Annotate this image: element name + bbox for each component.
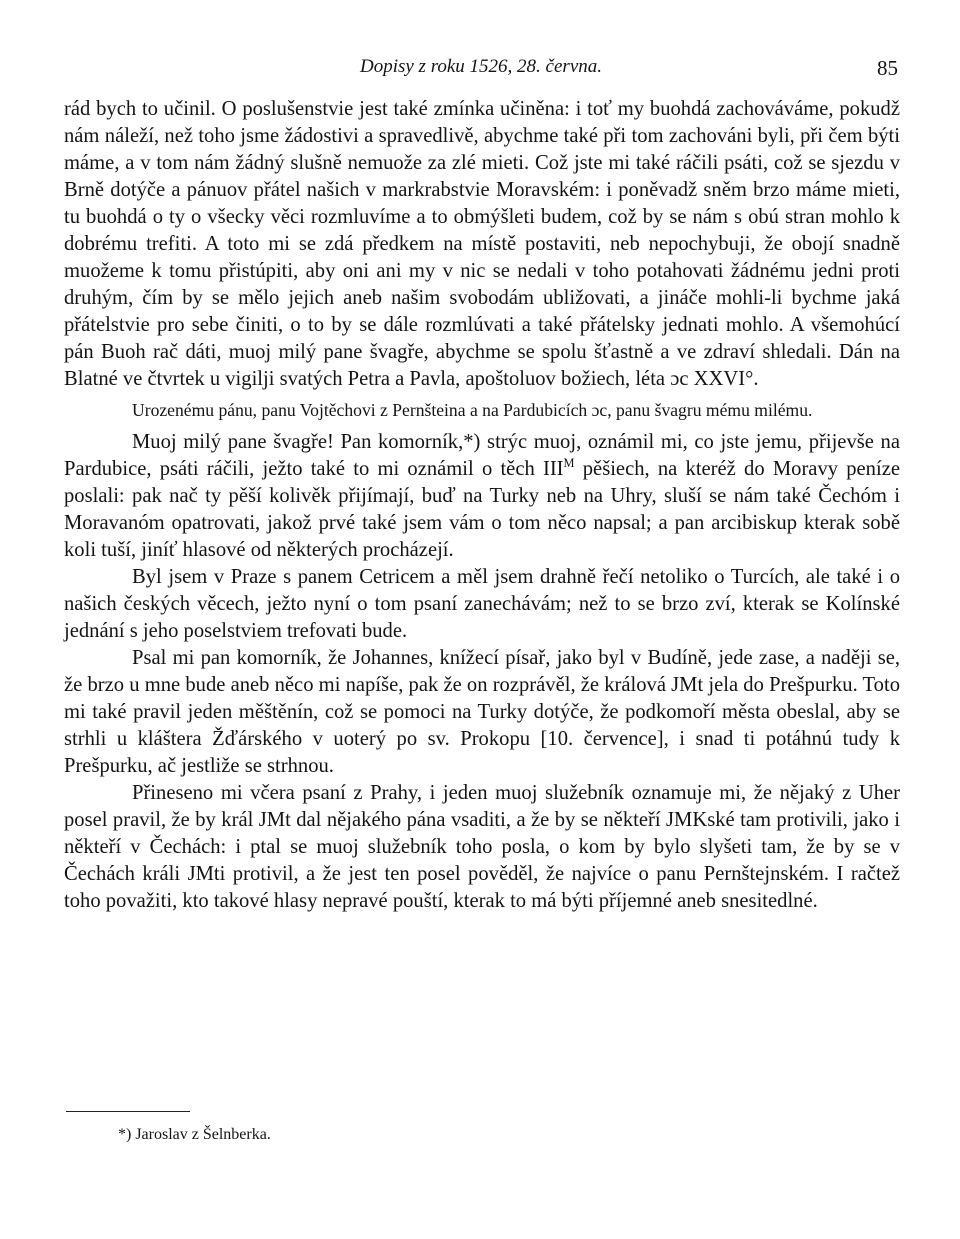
letter-address: Urozenému pánu, panu Vojtěchovi z Pernšteina a na Pardubicích ɔc, panu švagru mému milému. (132, 400, 813, 420)
paragraph-2-part-a: Muoj milý pane švagře! Pan komorník,*) strýc muoj, oznámil mi, co jste jemu, přijevše na Pardubice, psáti ráčili, ježto také to mi oznámil o těch III (64, 431, 900, 480)
footnote-divider (66, 1111, 190, 1112)
paragraph-2 (64, 429, 900, 564)
paragraph-1: rád bych to učinil. O poslušenstvie jest také zmínka učiněna: i toť my buohdá zachováváme, pokudž nám náleží, než toho jsme žádostivi a spravedlivě, abychme také při tom zachováni byli, při čem býti máme, a v tom nám žádný slušně nemuože za zlé mieti. Což jste mi také ráčili psáti, což se sjezdu v Brně dotýče a pánuov přátel našich v markrabstvie Moravském: i poněvadž sněm brzo máme mieti, tu buohdá o ty o všecky věci rozmluvíme a to obmýšleti budem, což by se nám s obú stran mohlo k dobrému trefiti. A toto mi se zdá předkem na místě postaviti, neb nepochybuji, že obojí snadně muožeme k tomu přistúpiti, aby oni ani my v nic se nedali v toho potahovati žádnému jedni proti druhým, čím by se mělo jejich aneb našim svobodám ubližovati, a jináče mohli-li bychme jaká přátelstvie pro sebe činiti, o to by se dále rozmlúvati a také přátelsky jednati mohlo. A všemohúcí pán Buoh rač dáti, muoj milý pane švagře, abychme se spolu šťastně a ve zdraví shledali. Dán na Blatné ve čtvrtek u vigilji svatých Petra a Pavla, apoštoluov božiech, léta ɔc XXVI°. (64, 98, 900, 390)
page-body (64, 96, 900, 915)
paragraph-4: Psal mi pan komorník, že Johannes, knížecí písař, jako byl v Budíně, jede zase, a naději se, že brzo u mne bude aneb něco mi napíše, pak že on rozprávěl, že králová JMt jela do Prešpurku. Toto mi také pravil jeden měštěnín, což se pomoci na Turky dotýče, že podkomoří města obeslal, aby se strhli u kláštera Žďárského v uoterý po sv. Prokopu [10. července], i snad ti potáhnú tudy k Prešpurku, ač jestliže se strhnou. (64, 647, 900, 777)
paragraph-2-superscript: M (563, 456, 575, 471)
running-title: Dopisy z roku 1526, 28. června. (359, 56, 603, 77)
page-number: 85 (877, 56, 898, 80)
paragraph-2-part-b: pěšiech, na kteréž do Moravy peníze poslali: pak nač ty pěší kolivěk přijímají, buď na Turky neb na Uhry, sluší se nám také Čechóm i Moravanóm opatrovati, jakož prvé také jsem vám o tom něco napsal; a pan arcibiskup kterak sobě koli tuší, jiníť hlasové od některých procházejí. (64, 458, 900, 561)
paragraph-5: Přineseno mi včera psaní z Prahy, i jeden muoj služebník oznamuje mi, že nějaký z Uher posel pravil, že by král JMt dal nějakého pána vsaditi, a že by se někteří JMKské tam protivili, jako i někteří v Čechách: i ptal se muoj služebník toho posla, o kom by bylo slyšeti tam, že by se v Čechách králi JMti protivil, a že jest ten posel pověděl, že najvíce o panu Pernštejnském. I račtež toho považiti, kto takové hlasy nepravé pouští, kterak to má býti příjemné aneb snesitedlné. (64, 782, 900, 912)
page-header (64, 56, 898, 86)
footnote: *) Jaroslav z Šelnberka. (118, 1126, 271, 1143)
paragraph-3: Byl jsem v Praze s panem Cetricem a měl jsem drahně řečí netoliko o Turcích, ale také i o našich českých věcech, ježto nyní o tom psaní zanechávám; než to se brzo zví, kterak se Kolínské jednání s jeho poselstviem trefovati bude. (64, 566, 900, 642)
